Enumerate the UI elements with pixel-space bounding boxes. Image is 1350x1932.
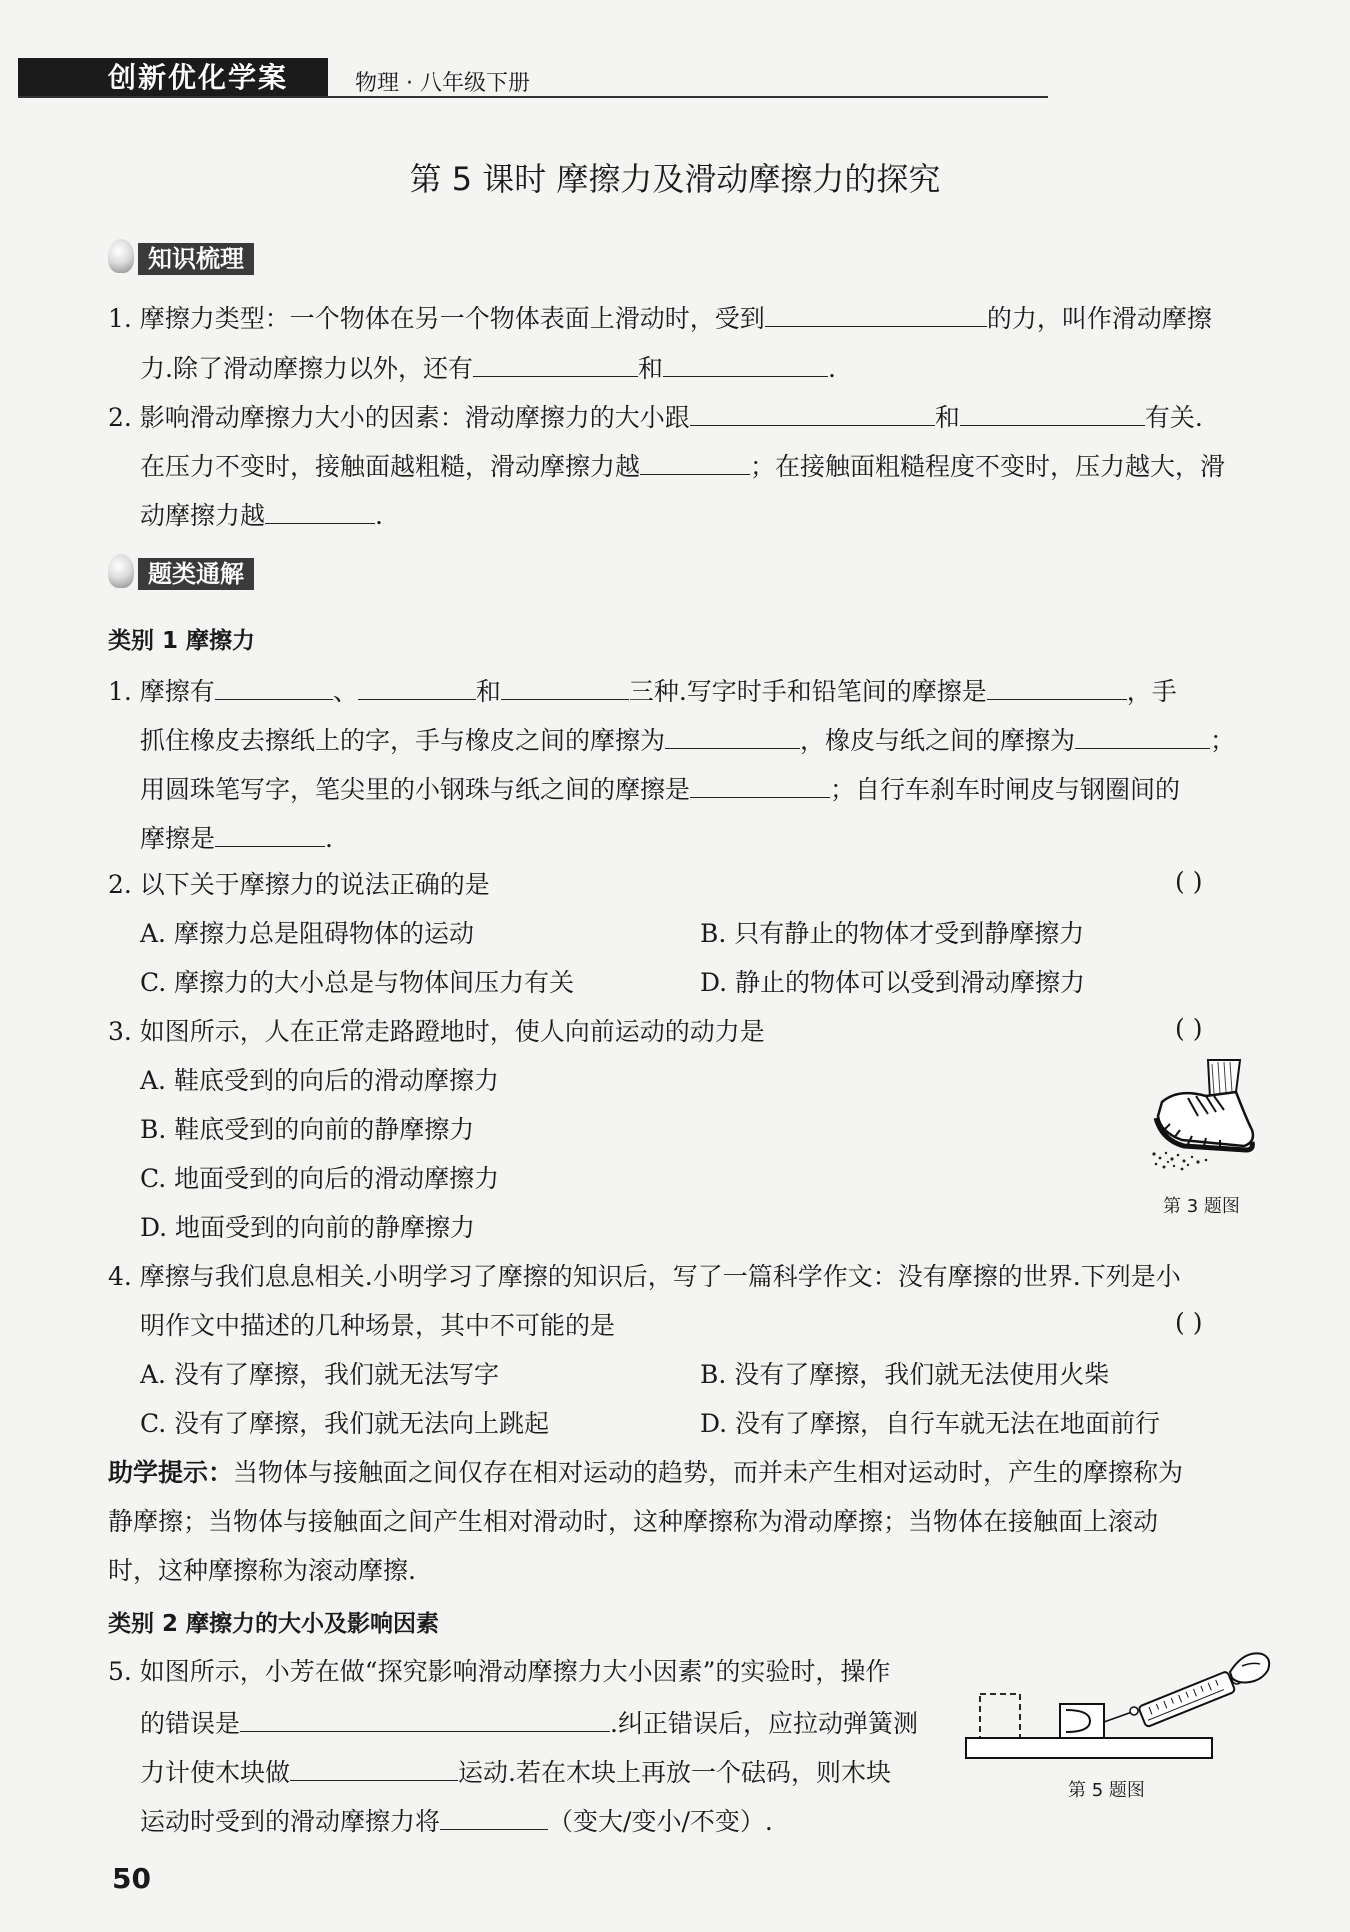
answer-blank[interactable] (215, 818, 325, 847)
header-rule (18, 96, 1048, 98)
knowledge-q2-line2: 在压力不变时，接触面越粗糙，滑动摩擦力越 ；在接触面粗糙程度不变时，压力越大，滑 (140, 446, 1225, 485)
header-brand: 创新优化学案 (108, 61, 289, 94)
c1-q1-line3: 用圆珠笔写字，笔尖里的小钢珠与纸之间的摩擦是 ；自行车刹车时闸皮与钢圈间的 (140, 769, 1180, 808)
figure-3-caption: 第 3 题图 (1163, 1196, 1240, 1217)
section-label: 题类通解 (138, 558, 254, 590)
c1-q4-line1: 4. 摩擦与我们息息相关.小明学习了摩擦的知识后，写了一篇科学作文：没有摩擦的世界.下列是小 (108, 1262, 1181, 1291)
hand-outline (1230, 1653, 1269, 1682)
c1-q1-line4: 摩擦是 . (140, 818, 333, 857)
c1-q2-option-a[interactable]: A. 摩擦力总是阻碍物体的运动 (140, 919, 474, 948)
c1-q3-option-d[interactable]: D. 地面受到的向前的静摩擦力 (140, 1213, 476, 1242)
study-tip-line3: 时，这种摩擦称为滚动摩擦. (108, 1556, 416, 1585)
c1-q2-option-b[interactable]: B. 只有静止的物体才受到静摩擦力 (700, 919, 1085, 948)
answer-blank[interactable] (290, 1752, 458, 1781)
c1-q3-option-c[interactable]: C. 地面受到的向后的滑动摩擦力 (140, 1164, 500, 1193)
c1-q2-stem: 2. 以下关于摩擦力的说法正确的是 (108, 870, 490, 899)
c2-q5-line1: 5. 如图所示，小芳在做“探究影响滑动摩擦力大小因素”的实验时，操作 (108, 1657, 891, 1686)
answer-blank[interactable] (690, 769, 830, 798)
study-tip-line1: 助学提示：当物体与接触面之间仅存在相对运动的趋势，而并未产生相对运动时，产生的摩擦称为 (108, 1458, 1184, 1487)
answer-blank[interactable] (473, 348, 638, 377)
dashed-block-outline (980, 1694, 1020, 1738)
answer-paren[interactable]: ( ) (1175, 1308, 1203, 1337)
c1-q2-option-d[interactable]: D. 静止的物体可以受到滑动摩擦力 (700, 968, 1086, 997)
c1-q4-option-c[interactable]: C. 没有了摩擦，我们就无法向上跳起 (140, 1409, 550, 1438)
answer-blank[interactable] (501, 671, 629, 700)
c1-q1-line1: 1. 摩擦有 、 和 三种.写字时手和铅笔间的摩擦是 ，手 (108, 671, 1177, 710)
knowledge-q2-line1: 2. 影响滑动摩擦力大小的因素：滑动摩擦力的大小跟 和 有关. (108, 397, 1203, 436)
c1-q2-option-c[interactable]: C. 摩擦力的大小总是与物体间压力有关 (140, 968, 575, 997)
c2-q5-line3: 力计使木块做 运动.若在木块上再放一个砝码，则木块 (140, 1752, 891, 1791)
lesson-title: 第 5 课时 摩擦力及滑动摩擦力的探究 (409, 160, 941, 198)
c2-q5-line2: 的错误是 .纠正错误后，应拉动弹簧测 (140, 1703, 918, 1742)
c2-q5-line4: 运动时受到的滑动摩擦力将 （变大/变小/不变）. (140, 1801, 773, 1840)
c1-q4-line2: 明作文中描述的几种场景，其中不可能的是 (140, 1311, 616, 1340)
answer-blank[interactable] (358, 671, 476, 700)
c1-q1-line2: 抓住橡皮去擦纸上的字，手与橡皮之间的摩擦为 ，橡皮与纸之间的摩擦为 ； (140, 720, 1235, 759)
answer-paren[interactable]: ( ) (1175, 867, 1203, 896)
knowledge-q1-line1: 1. 摩擦力类型：一个物体在另一个物体表面上滑动时，受到 的力，叫作滑动摩擦 (108, 298, 1212, 337)
category-2-title: 类别 2 摩擦力的大小及影响因素 (108, 1611, 440, 1637)
answer-blank[interactable] (265, 495, 375, 524)
spring-scale (1138, 1667, 1245, 1727)
answer-blank[interactable] (690, 397, 935, 426)
answer-blank[interactable] (665, 720, 800, 749)
lightbulb-icon (108, 239, 134, 273)
shoe-figure (1148, 1058, 1260, 1173)
answer-blank[interactable] (440, 1801, 548, 1830)
c1-q4-option-d[interactable]: D. 没有了摩擦，自行车就无法在地面前行 (700, 1409, 1161, 1438)
lightbulb-icon (108, 554, 134, 588)
knowledge-q1-line2: 力.除了滑动摩擦力以外，还有 和 . (140, 348, 836, 387)
c1-q3-option-b[interactable]: B. 鞋底受到的向前的静摩擦力 (140, 1115, 475, 1144)
figure-5-caption: 第 5 题图 (1068, 1780, 1145, 1801)
c1-q3-option-a[interactable]: A. 鞋底受到的向后的滑动摩擦力 (140, 1066, 499, 1095)
answer-paren[interactable]: ( ) (1175, 1014, 1203, 1043)
answer-blank[interactable] (215, 671, 333, 700)
friction-experiment-figure (962, 1646, 1274, 1768)
page-number: 50 (112, 1862, 151, 1895)
answer-blank[interactable] (640, 446, 750, 475)
c1-q4-option-b[interactable]: B. 没有了摩擦，我们就无法使用火柴 (700, 1360, 1110, 1389)
answer-blank[interactable] (960, 397, 1145, 426)
category-1-title: 类别 1 摩擦力 (108, 628, 256, 654)
answer-blank[interactable] (987, 671, 1127, 700)
c1-q3-stem: 3. 如图所示，人在正常走路蹬地时，使人向前运动的动力是 (108, 1017, 765, 1046)
c1-q4-option-a[interactable]: A. 没有了摩擦，我们就无法写字 (140, 1360, 499, 1389)
study-tip-heading: 助学提示： (108, 1458, 234, 1487)
answer-blank[interactable] (765, 298, 987, 327)
header-subject: 物理 · 八年级下册 (355, 71, 530, 96)
answer-blank[interactable] (663, 348, 828, 377)
study-tip-line2: 静摩擦；当物体与接触面之间产生相对滑动时，这种摩擦称为滑动摩擦；当物体在接触面上滚动 (108, 1507, 1159, 1536)
section-label: 知识梳理 (138, 243, 254, 275)
answer-blank[interactable] (240, 1703, 610, 1732)
knowledge-q2-line3: 动摩擦力越 . (140, 495, 383, 534)
answer-blank[interactable] (1075, 720, 1210, 749)
